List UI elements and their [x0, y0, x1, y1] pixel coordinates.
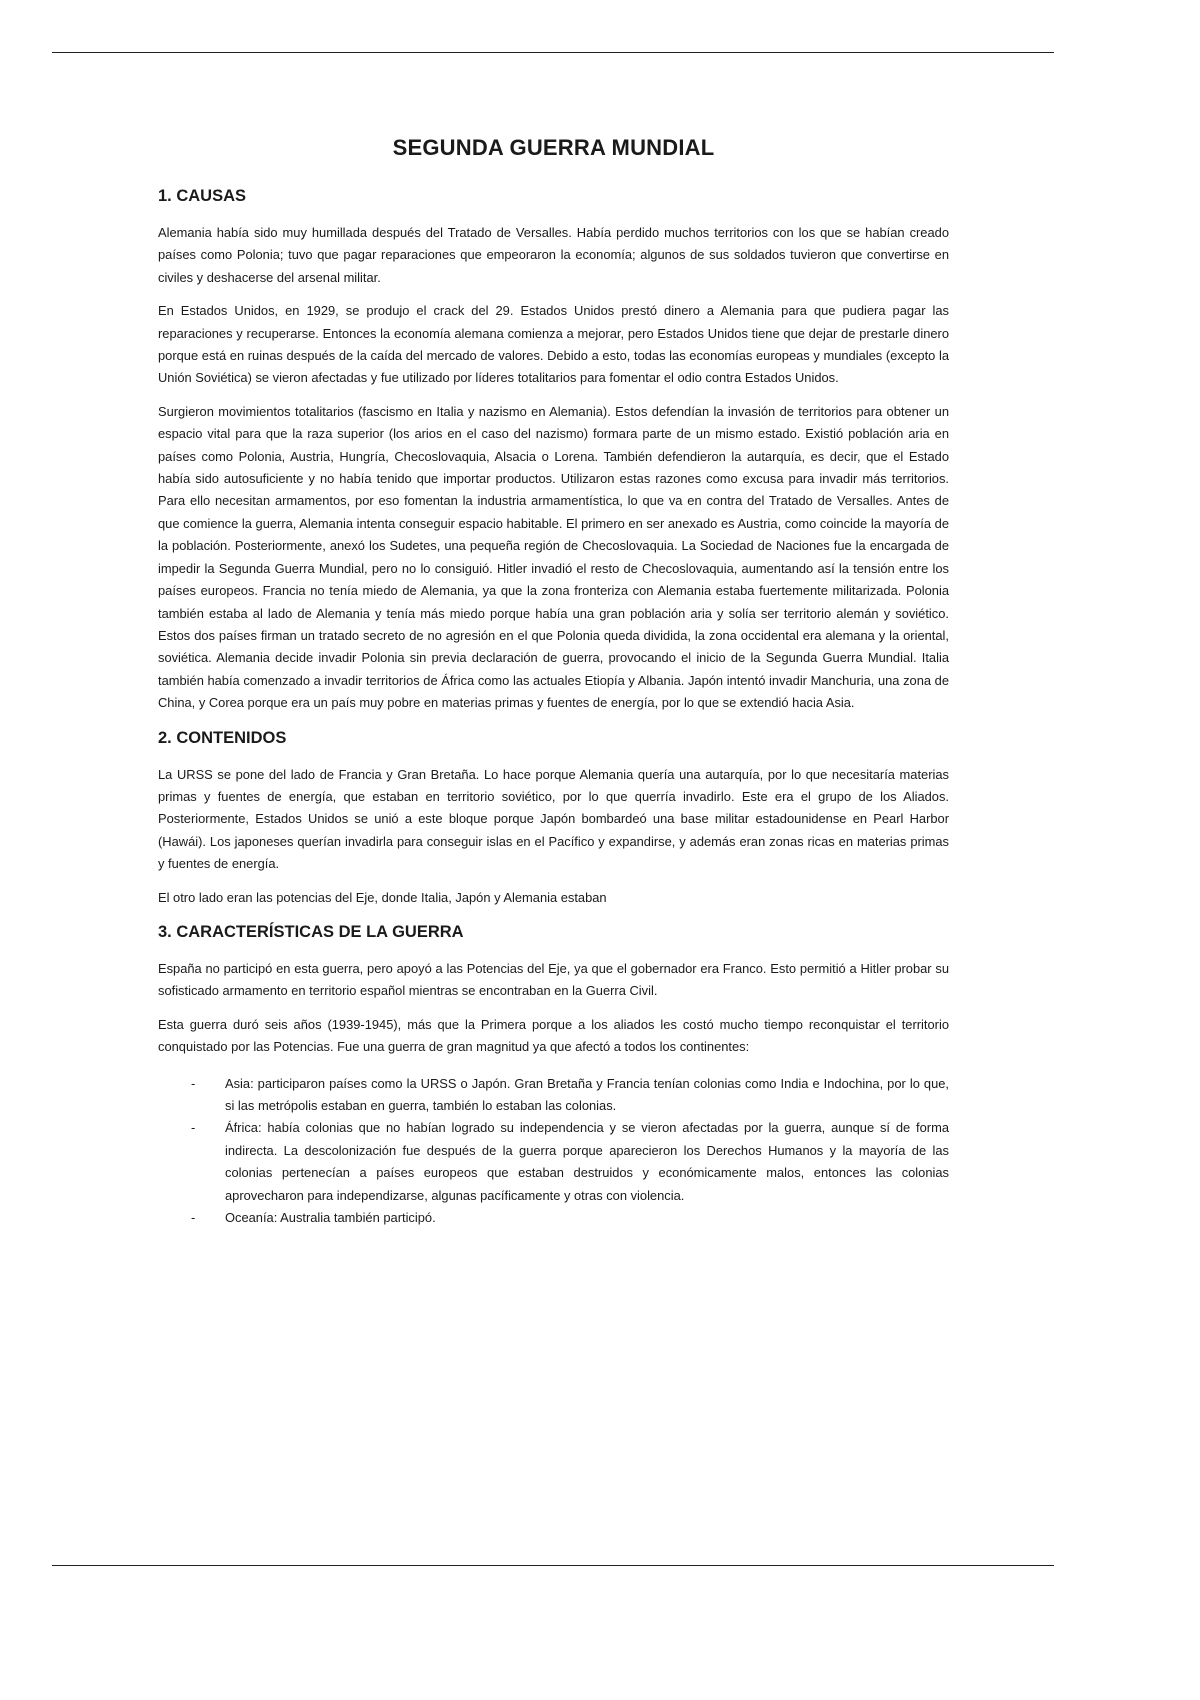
section-heading: 3. CARACTERÍSTICAS DE LA GUERRA: [158, 922, 464, 941]
section-contenidos: [158, 726, 949, 909]
section-heading: 1. CAUSAS: [158, 187, 247, 205]
document-title: SEGUNDA GUERRA MUNDIAL: [392, 135, 715, 160]
list-item: [158, 1117, 949, 1207]
header-rule: [52, 52, 1054, 53]
footer-rule: [52, 1565, 1054, 1566]
document-body: [158, 132, 949, 1229]
dash-bullet: -: [191, 1120, 196, 1136]
section-causas: [158, 184, 949, 715]
paragraph: La URSS se pone del lado de Francia y Gran Bretaña. Lo hace porque Alemania quería una autarquía, por lo que necesitaría materias primas y fuentes de energía, que estaban en territorio soviético, por lo que querría invadirlo. Este era el grupo de los Aliados. Posteriormente, Estados Unidos se unió a este bloque porque Japón bombardeó una base militar estadounidense en Pearl Harbor (Hawái). Los japoneses querían invadirla para conseguir islas en el Pacífico y expandirse, y además eran zonas ricas en materias primas y fuentes de energía.: [158, 766, 949, 872]
list-item-text: África: había colonias que no habían logrado su independencia y se vieron afectadas por la guerra, aunque sí de forma indirecta. La descolonización fue después de la guerra porque aparecieron los Derechos Humanos y la mayoría de las colonias pertenecían a países europeos que estaban destruidos y económicamente malos, entonces las colonias aprovecharon para independizarse, algunas pacíficamente y otras con violencia.: [225, 1120, 949, 1203]
paragraph: En Estados Unidos, en 1929, se produjo el crack del 29. Estados Unidos prestó dinero a Alemania para que pudiera pagar las reparaciones y recuperarse. Entonces la economía alemana comienza a mejorar, pero Estados Unidos tiene que dejar de prestarle dinero porque está en ruinas después de la caída del mercado de valores. Debido a esto, todas las economías europeas y mundiales (excepto la Unión Soviética) se vieron afectadas y fue utilizado por líderes totalitarios para fomentar el odio contra Estados Unidos.: [158, 303, 949, 386]
dash-bullet: -: [191, 1075, 196, 1091]
list-item: [158, 1207, 949, 1229]
continents-list: [158, 1073, 949, 1230]
paragraph: Surgieron movimientos totalitarios (fascismo en Italia y nazismo en Alemania). Estos defendían la invasión de territorios para obtener un espacio vital para que la raza superior (los arios en el caso del nazismo) formara parte de un mismo estado. Existió población aria en países como Polonia, Austria, Hungría, Checoslovaquia, Alsacia o Lorena. También defendieron la autarquía, es decir, que el Estado había sido autosuficiente y no había tenido que importar productos. Utilizaron estas razones como excusa para invadir más territorios. Para ello necesitan armamentos, por eso fomentan la industria armamentística, lo que va en contra del Tratado de Versalles. Antes de que comience la guerra, Alemania intenta conseguir espacio habitable. El primero en ser anexado es Austria, como coincide la mayoría de la población. Posteriormente, anexó los Sudetes, una pequeña región de Checoslovaquia. La Sociedad de Naciones fue la encargada de impedir la Segunda Guerra Mundial, pero no lo consiguió. Hitler invadió el resto de Checoslovaquia, aumentando así la tensión entre los países europeos. Francia no tenía miedo de Alemania, ya que la zona fronteriza con Alemania estaba fuertemente militarizada. Polonia también estaba al lado de Alemania y tenía más miedo porque había una gran población aria y solía ser territorio alemán y soviético. Estos dos países firman un tratado secreto de no agresión en el que Polonia queda dividida, la zona occidental era alemana y la oriental, soviética. Alemania decide invadir Polonia sin previa declaración de guerra, provocando el inicio de la Segunda Guerra Mundial. Italia también había comenzado a invadir territorios de África como las actuales Etiopía y Albania. Japón intentó invadir Manchuria, una zona de China, y Corea porque era un país muy pobre en materias primas y fuentes de energía, por lo que se extendió hacia Asia.: [158, 403, 949, 711]
list-item-text: Oceanía: Australia también participó.: [225, 1210, 436, 1226]
paragraph: Esta guerra duró seis años (1939-1945), más que la Primera porque a los aliados les costó mucho tiempo reconquistar el territorio conquistado por las Potencias. Fue una guerra de gran magnitud ya que afectó a todos los continentes:: [158, 1016, 949, 1055]
dash-bullet: -: [191, 1210, 196, 1226]
section-heading: 2. CONTENIDOS: [158, 728, 287, 747]
paragraph: Alemania había sido muy humillada después del Tratado de Versalles. Había perdido muchos territorios con los que se habían creado países como Polonia; tuvo que pagar reparaciones que empeoraron la economía; algunos de sus soldados tuvieron que convertirse en civiles y deshacerse del arsenal militar.: [158, 225, 949, 285]
paragraph: El otro lado eran las potencias del Eje, donde Italia, Japón y Alemania estaban: [158, 889, 607, 905]
list-item-text: Asia: participaron países como la URSS o Japón. Gran Bretaña y Francia tenían colonias como India e Indochina, por lo que, si las metrópolis estaban en guerra, también lo estaban las colonias.: [225, 1075, 949, 1113]
list-item: [158, 1073, 949, 1118]
section-caracteristicas: [158, 920, 949, 1229]
paragraph: España no participó en esta guerra, pero apoyó a las Potencias del Eje, ya que el gobernador era Franco. Esto permitió a Hitler probar su sofisticado armamento en territorio español mientras se encontraban en la Guerra Civil.: [158, 960, 949, 999]
